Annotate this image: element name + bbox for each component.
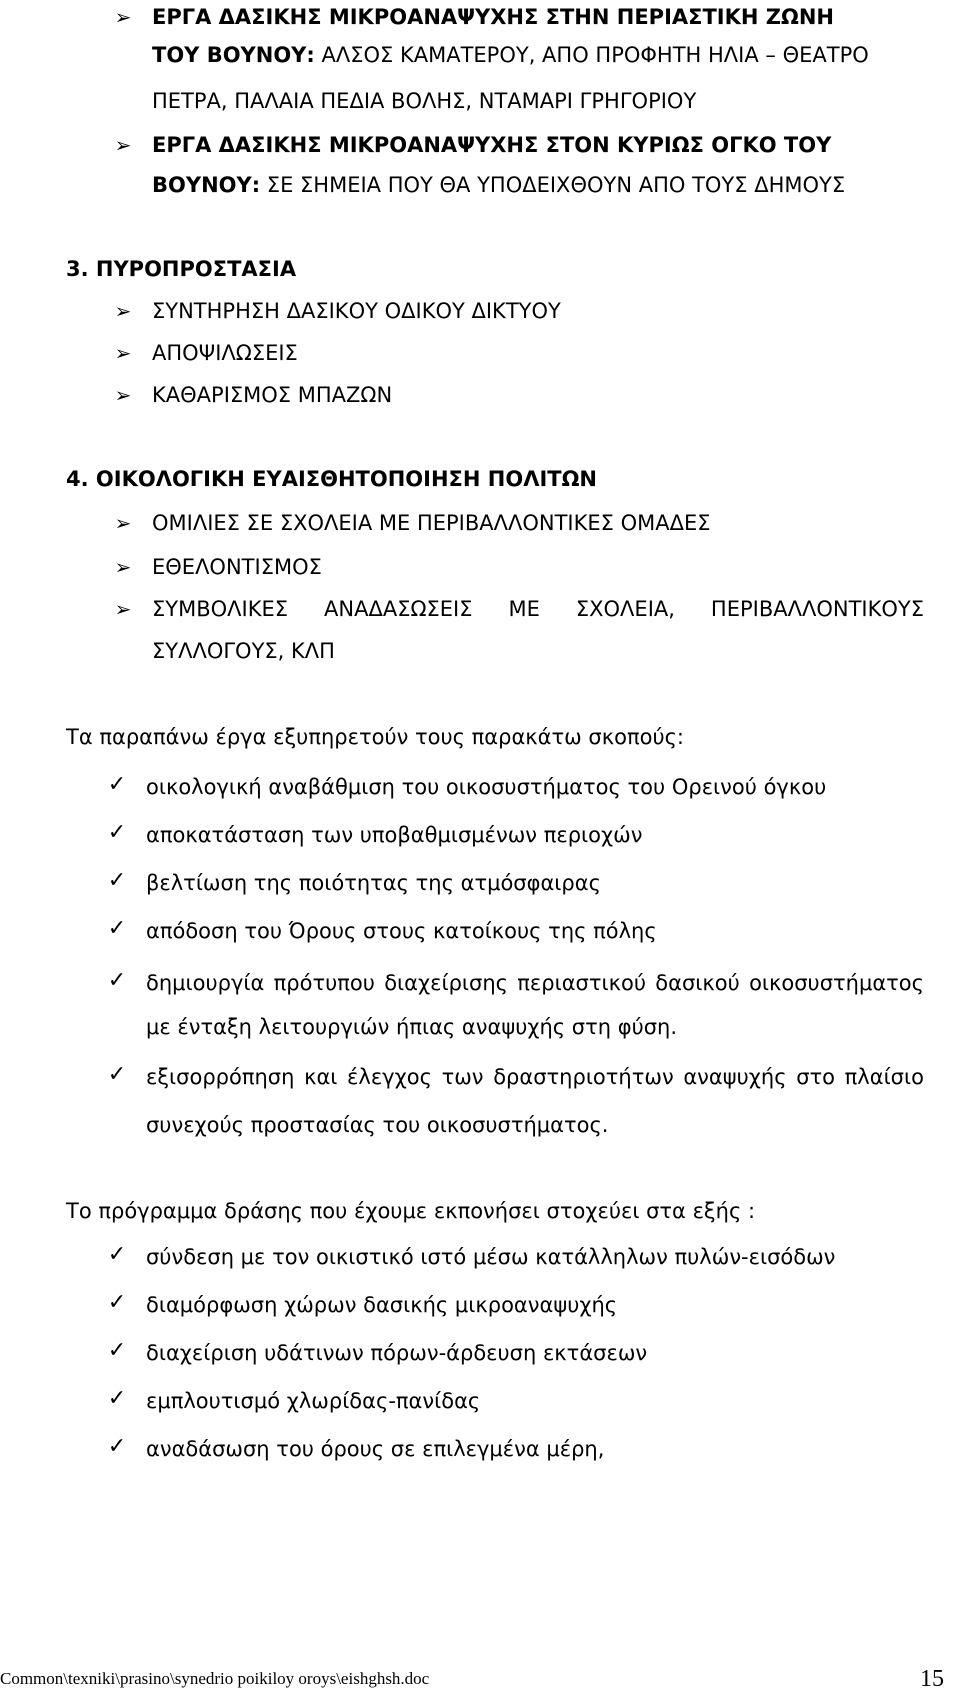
page-number: 15: [920, 1666, 944, 1692]
goal-item-5-line-1: [146, 968, 924, 998]
word: ΑΝΑΔΑΣΩΣΕΙΣ: [324, 597, 473, 621]
footer-file-path: Common\texniki\prasino\synedrio poikiloy oroys\eishghsh.doc: [0, 1669, 430, 1688]
section-4-item-3-line-1: [152, 594, 924, 624]
work-item-1-bold-label: ΤΟΥ ΒΟΥΝΟΥ:: [152, 43, 315, 67]
word: πλαίσιο: [844, 1065, 924, 1089]
word: και: [304, 1065, 338, 1089]
work-item-1-detail: ΑΛΣΟΣ ΚΑΜΑΤΕΡΟΥ, ΑΠΟ ΠΡΟΦΗΤΗ ΗΛΙΑ – ΘΕΑΤΡΟ: [321, 43, 869, 67]
word: αναψυχής: [683, 1065, 787, 1089]
word: πρότυπου: [273, 971, 375, 995]
arrow-bullet-icon: ➢: [114, 597, 132, 621]
word: ΣΥΜΒΟΛΙΚΕΣ: [152, 597, 289, 621]
check-bullet-icon: ✓: [107, 1386, 127, 1411]
word: διαχείρισης: [384, 971, 508, 995]
goal-item-6-line-2: συνεχούς προστασίας του οικοσυστήματος.: [146, 1113, 609, 1137]
word: οικοσυστήματος: [749, 971, 924, 995]
work-item-1-line-1: ΕΡΓΑ ΔΑΣΙΚΗΣ ΜΙΚΡΟΑΝΑΨΥΧΗΣ ΣΤΗΝ ΠΕΡΙΑΣΤΙΚΗ ΖΩΝΗ: [152, 5, 835, 29]
arrow-bullet-icon: ➢: [114, 299, 132, 323]
section-4-item-3-line-2: ΣΥΛΛΟΓΟΥΣ, ΚΛΠ: [152, 639, 335, 663]
word: στο: [796, 1065, 835, 1089]
check-bullet-icon: ✓: [107, 772, 127, 797]
work-item-2-line-1: ΕΡΓΑ ΔΑΣΙΚΗΣ ΜΙΚΡΟΑΝΑΨΥΧΗΣ ΣΤΟΝ ΚΥΡΙΩΣ ΟΓΚΟ ΤΟΥ: [152, 133, 832, 157]
word: ΠΕΡΙΒΑΛΛΟΝΤΙΚΟΥΣ: [710, 597, 924, 621]
goal-item-5-line-2: με ένταξη λειτουργιών ήπιας αναψυχής στη φύση.: [146, 1015, 678, 1039]
word: περιαστικού: [517, 971, 646, 995]
work-item-2-bold-label: ΒΟΥΝΟΥ:: [152, 173, 261, 197]
section-3-item-3: ΚΑΘΑΡΙΣΜΟΣ ΜΠΑΖΩΝ: [152, 383, 393, 407]
word: δραστηριοτήτων: [493, 1065, 674, 1089]
check-bullet-icon: ✓: [107, 1434, 127, 1459]
goals-intro: Τα παραπάνω έργα εξυπηρετούν τους παρακάτω σκοπούς:: [66, 725, 685, 749]
arrow-bullet-icon: ➢: [114, 5, 132, 29]
section-4-item-2: ΕΘΕΛΟΝΤΙΣΜΟΣ: [152, 555, 322, 579]
work-item-2-line-2: [152, 170, 845, 200]
section-4-heading: 4. ΟΙΚΟΛΟΓΙΚΗ ΕΥΑΙΣΘΗΤΟΠΟΙΗΣΗ ΠΟΛΙΤΩΝ: [66, 467, 598, 491]
arrow-bullet-icon: ➢: [114, 511, 132, 535]
section-3-item-1: ΣΥΝΤΗΡΗΣΗ ΔΑΣΙΚΟΥ ΟΔΙΚΟΥ ΔΙΚΤΥΟΥ: [152, 299, 561, 323]
check-bullet-icon: ✓: [107, 916, 127, 941]
goal-item-2: αποκατάσταση των υποβαθμισμένων περιοχών: [146, 823, 643, 847]
check-bullet-icon: ✓: [107, 968, 127, 993]
arrow-bullet-icon: ➢: [114, 383, 132, 407]
section-4-item-1: ΟΜΙΛΙΕΣ ΣΕ ΣΧΟΛΕΙΑ ΜΕ ΠΕΡΙΒΑΛΛΟΝΤΙΚΕΣ ΟΜΑΔΕΣ: [152, 511, 711, 535]
work-item-2-detail: ΣΕ ΣΗΜΕΙΑ ΠΟΥ ΘΑ ΥΠΟΔΕΙΧΘΟΥΝ ΑΠΟ ΤΟΥΣ ΔΗΜΟΥΣ: [266, 173, 846, 197]
word: των: [441, 1065, 484, 1089]
program-item-5: αναδάσωση του όρους σε επιλεγμένα μέρη,: [146, 1437, 605, 1461]
word: εξισορρόπηση: [146, 1065, 295, 1089]
check-bullet-icon: ✓: [107, 1062, 127, 1087]
goal-item-6-line-1: [146, 1062, 924, 1092]
goal-item-3: βελτίωση της ποιότητας της ατμόσφαιρας: [146, 871, 601, 895]
check-bullet-icon: ✓: [107, 868, 127, 893]
program-item-4: εμπλουτισμό χλωρίδας-πανίδας: [146, 1389, 481, 1413]
word: ΣΧΟΛΕΙΑ,: [575, 597, 675, 621]
section-3-heading: 3. ΠΥΡΟΠΡΟΣΤΑΣΙΑ: [66, 257, 297, 281]
word: δασικού: [655, 971, 740, 995]
goal-item-1: οικολογική αναβάθμιση του οικοσυστήματος του Ορεινού όγκου: [146, 775, 827, 799]
arrow-bullet-icon: ➢: [114, 555, 132, 579]
check-bullet-icon: ✓: [107, 1290, 127, 1315]
goal-item-4: απόδοση του Όρους στους κατοίκους της πόλης: [146, 919, 657, 943]
work-item-1-line-3: ΠΕΤΡΑ, ΠΑΛΑΙΑ ΠΕΔΙΑ ΒΟΛΗΣ, ΝΤΑΜΑΡΙ ΓΡΗΓΟΡΙΟΥ: [152, 89, 697, 113]
word: έλεγχος: [347, 1065, 432, 1089]
check-bullet-icon: ✓: [107, 820, 127, 845]
program-item-3: διαχείριση υδάτινων πόρων-άρδευση εκτάσεων: [146, 1341, 648, 1365]
program-intro: Το πρόγραμμα δράσης που έχουμε εκπονήσει στοχεύει στα εξής :: [66, 1199, 756, 1223]
program-item-2: διαμόρφωση χώρων δασικής μικροαναψυχής: [146, 1293, 618, 1317]
check-bullet-icon: ✓: [107, 1338, 127, 1363]
arrow-bullet-icon: ➢: [114, 341, 132, 365]
check-bullet-icon: ✓: [107, 1242, 127, 1267]
arrow-bullet-icon: ➢: [114, 133, 132, 157]
section-3-item-2: ΑΠΟΨΙΛΩΣΕΙΣ: [152, 341, 298, 365]
word: ΜΕ: [508, 597, 540, 621]
program-item-1: σύνδεση με τον οικιστικό ιστό μέσω κατάλληλων πυλών-εισόδων: [146, 1245, 836, 1269]
word: δημιουργία: [146, 971, 265, 995]
work-item-1-line-2: [152, 40, 869, 70]
